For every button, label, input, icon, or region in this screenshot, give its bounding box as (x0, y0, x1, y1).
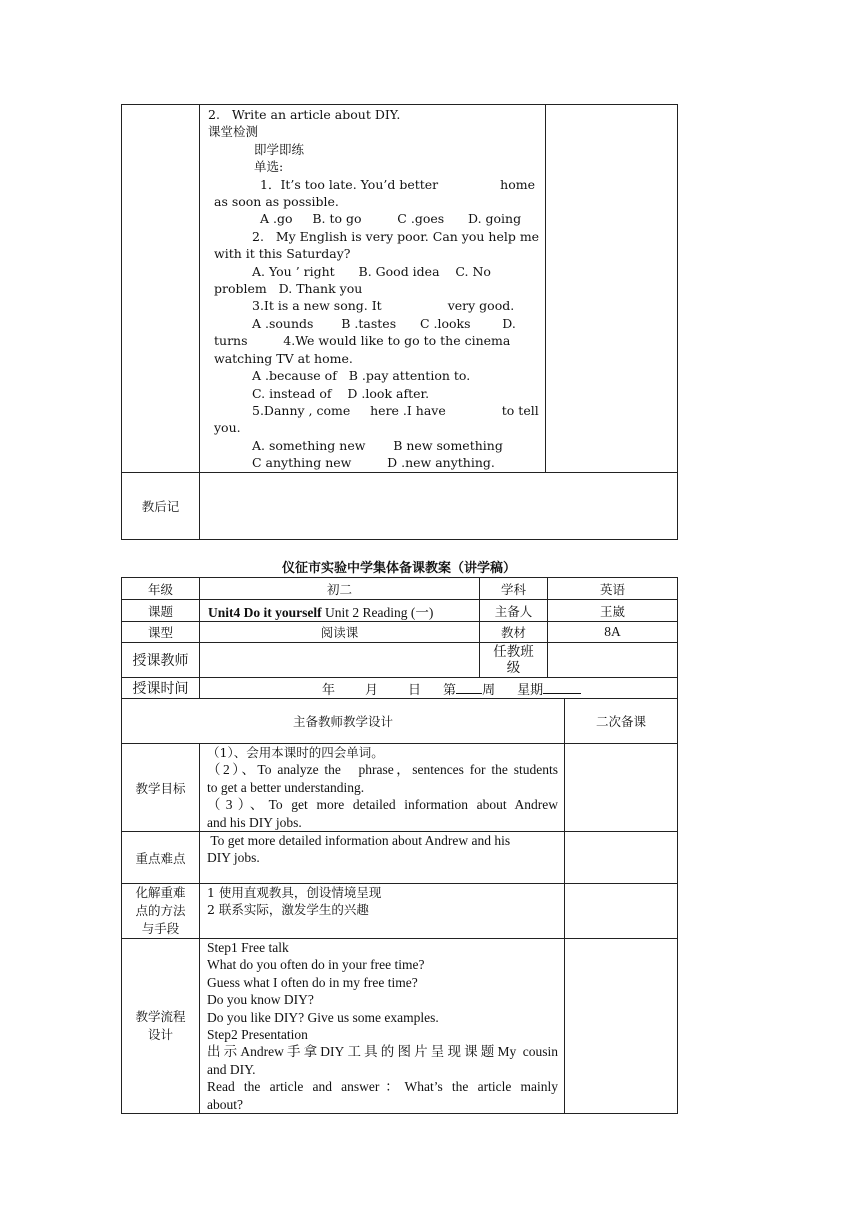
week-blank (456, 681, 482, 694)
methods-cell (200, 884, 565, 939)
method-line: 2 联系实际，激发学生的兴趣 (207, 902, 369, 918)
question-5-tail: to tell (501, 402, 539, 418)
exercise-line: C. instead of D .look after. (252, 385, 430, 401)
exercise-line (208, 297, 537, 314)
afterword-label: 教后记 (122, 472, 200, 539)
lead-teacher-value: 王崴 (548, 600, 678, 622)
subject-value: 英语 (548, 578, 678, 600)
process-line: Step1 Free talk (207, 940, 289, 956)
lead-teacher-label: 主备人 (480, 600, 548, 622)
class-value (548, 643, 678, 678)
exercise-line: 即学即练 (254, 141, 305, 157)
subject-label: 学科 (480, 578, 548, 600)
keypoint-line: To get more detailed information about Andrew and his (207, 833, 511, 849)
objectives-label: 教学目标 (122, 744, 200, 832)
class-label (480, 643, 548, 678)
exercise-line: 课堂检测 (208, 124, 259, 140)
question-1-text: 1．It’s too late. You’d better (260, 176, 439, 192)
process-line: Step2 Presentation (207, 1027, 308, 1043)
keypoints-second-prep (565, 832, 678, 884)
process-line: 出示Andrew手拿DIY工具的图片呈现课题My cousin (207, 1044, 558, 1060)
process-line: What do you often do in your free time? (207, 957, 425, 973)
process-label-line: 教学流程 (135, 1009, 186, 1025)
process-line: Do you like DIY? Give us some examples. (207, 1009, 439, 1025)
top-left-empty-cell (122, 105, 200, 473)
exercise-line: problem D. Thank you (214, 281, 363, 297)
class-label-line: 任教班 (493, 644, 534, 660)
exercise-line (208, 402, 537, 419)
textbook-value: 8A (548, 622, 678, 643)
question-3-tail: very good. (447, 298, 515, 314)
time-year: 年 (322, 682, 336, 698)
grade-label: 年级 (122, 578, 200, 600)
topic-value (200, 600, 480, 622)
topic-label: 课题 (122, 600, 200, 622)
question-1-tail: home (500, 176, 535, 192)
objective-line: （2）、To analyze the phrase，sentences for the students (207, 762, 558, 778)
exercise-line: A .sounds B .tastes C .looks D. (252, 315, 516, 331)
process-cell (200, 939, 565, 1114)
exercise-line (208, 176, 537, 193)
teacher-value (200, 643, 480, 678)
lesson-type-label: 课型 (122, 622, 200, 643)
exercise-line: watching TV at home. (214, 350, 353, 366)
exercise-line: with it this Saturday? (214, 246, 351, 262)
exercise-line: A. You ’ right B. Good idea C. No (252, 263, 491, 279)
process-line: Do you know DIY? (207, 992, 314, 1008)
process-label-line: 设计 (147, 1027, 173, 1043)
methods-label-line: 点的方法 (135, 903, 186, 919)
methods-second-prep (565, 884, 678, 939)
teacher-label: 授课教师 (122, 643, 200, 678)
objective-line: to get a better understanding. (207, 779, 365, 795)
exercise-line: you. (214, 420, 241, 436)
question-3-text: 3.It is a new song. It (252, 298, 382, 314)
objective-line: （1）、会用本课时的四会单词。 (207, 745, 384, 760)
keypoints-cell (200, 832, 565, 884)
time-value (200, 678, 678, 699)
exercise-line: A .because of B .pay attention to. (252, 368, 471, 384)
second-prep-header: 二次备课 (565, 699, 678, 744)
textbook-label: 教材 (480, 622, 548, 643)
design-header: 主备教师教学设计 (122, 699, 565, 744)
afterword-cell (200, 472, 678, 539)
process-line: Guess what I often do in my free time? (207, 974, 418, 990)
exercise-line: C anything new D .new anything. (252, 455, 495, 471)
time-label: 授课时间 (122, 678, 200, 699)
top-table (121, 104, 678, 540)
page-title: 仪征市实验中学集体备课教案（讲学稿） (281, 561, 516, 576)
lesson-type-value: 阅读课 (200, 622, 480, 643)
topic-rest: Unit 2 Reading (一) (321, 604, 434, 620)
method-line: 1 使用直观教具，创设情境呈现 (207, 885, 382, 901)
exercise-line: turns 4.We would like to go to the cinema (214, 333, 511, 349)
lesson-plan-table (121, 577, 678, 1114)
time-month: 月 (365, 682, 379, 698)
process-label (122, 939, 200, 1114)
process-line: and DIY. (207, 1061, 256, 1077)
exercise-line: 2. Write an article about DIY. (208, 107, 401, 122)
objective-line: and his DIY jobs. (207, 814, 302, 830)
time-week-suffix: 周 (482, 682, 496, 698)
objective-line: （3）、To get more detailed information about Andrew (207, 797, 558, 813)
process-second-prep (565, 939, 678, 1114)
exercise-line: 2. My English is very poor. Can you help me (252, 228, 540, 244)
weekday-blank (543, 681, 581, 694)
exercise-line: as soon as possible. (214, 194, 339, 210)
keypoint-line: DIY jobs. (207, 850, 260, 866)
keypoints-label: 重点难点 (122, 832, 200, 884)
grade-value: 初二 (200, 578, 480, 600)
exercise-line: 单选: (254, 159, 284, 175)
time-day: 日 (408, 682, 422, 698)
methods-label-line: 与手段 (141, 921, 180, 937)
objectives-cell (200, 744, 565, 832)
exercise-line: A. something new B new something (252, 437, 503, 453)
process-line: Read the article and answer：What’s the article mainly (207, 1079, 558, 1095)
process-line: about? (207, 1096, 243, 1112)
top-right-empty-cell (546, 105, 678, 473)
exercise-line: A .go B. to go C .goes D. going (260, 211, 522, 227)
question-5-text: 5.Danny , come here .I have (252, 402, 446, 418)
methods-label (122, 884, 200, 939)
objectives-second-prep (565, 744, 678, 832)
topic-bold: Unit4 Do it yourself (208, 604, 322, 620)
time-weekday: 星期 (517, 682, 544, 698)
time-week-prefix: 第 (443, 682, 457, 698)
methods-label-line: 化解重难 (135, 885, 186, 901)
exercise-cell (200, 105, 546, 473)
class-label-line: 级 (506, 660, 521, 676)
